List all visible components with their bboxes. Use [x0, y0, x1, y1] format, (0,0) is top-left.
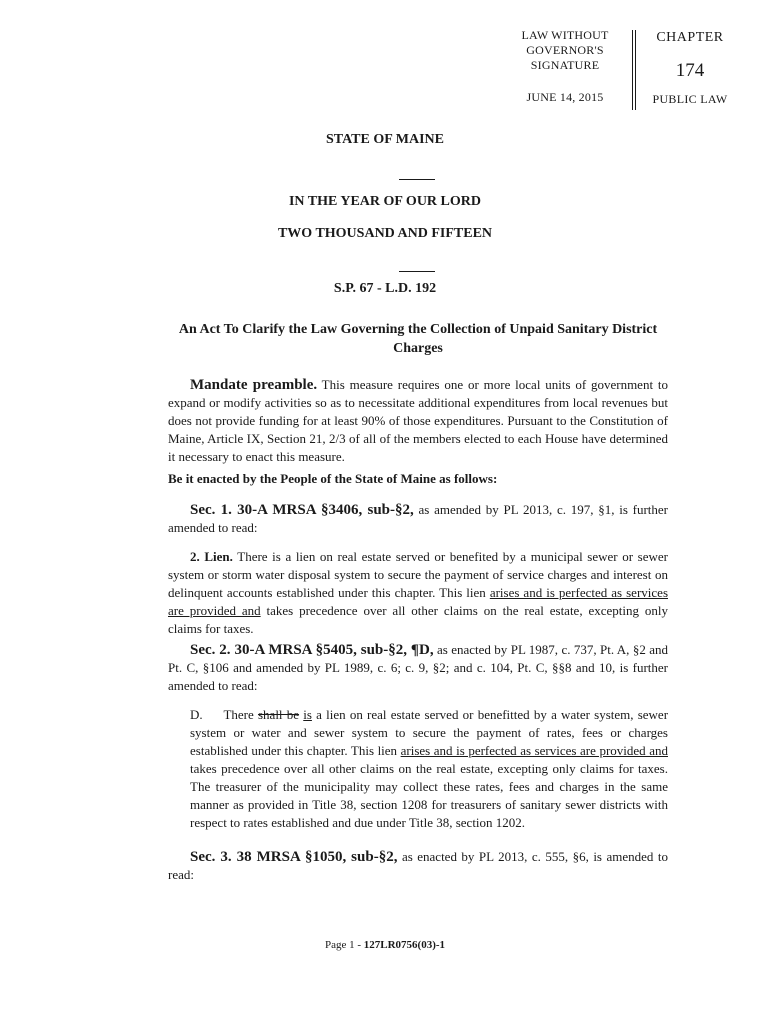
section-3: [168, 848, 668, 884]
chapter-label: CHAPTER: [656, 30, 724, 45]
lien-added-text: arises and is perfected as services are provided and: [168, 585, 668, 618]
year-line-2: TWO THOUSAND AND FIFTEEN: [277, 226, 493, 241]
header-divider-left: [632, 30, 633, 110]
para-d-text-1: There: [202, 707, 258, 722]
law-status-line3: SIGNATURE: [530, 58, 600, 72]
para-d-added-text-2: arises and is perfected as services are provided and: [400, 743, 668, 758]
para-d-label: D.: [190, 707, 203, 722]
document-id: 127LR0756(03)-1: [363, 939, 446, 951]
paragraph-d: [190, 706, 668, 832]
para-d-text-3: takes precedence over all other claims on the real estate, excepting only claims for taxes. The treasurer of the municipality may collect these rates, fees and charges in the same manner as provided in Title 38, section 1208 for treasurers of sanitary sewer districts with respect to rates established and due under Title 38, section 1202.: [190, 761, 668, 830]
para-d-struck-text: shall be: [257, 707, 300, 722]
para-d-text-2: a lien on real estate served or benefitted by a water system, sewer system or water and sewer system to secure the payment of rates, fees or charges established under this chapter. This lien: [190, 707, 669, 758]
preamble-text: This measure requires one or more local units of government to expand or modify activities so as to necessitate additional expenditures from local revenues but does not provide funding for at least 90% of those expenditures. Pursuant to the Constitution of Maine, Article IX, Section 21, 2/3 of all of the members elected to each House have determined it necessary to enact this measure.: [168, 377, 668, 464]
chapter-block: [640, 28, 740, 107]
heading-rule-1: [399, 179, 435, 180]
law-status-line1: LAW WITHOUT: [521, 28, 609, 42]
sec3-label: Sec. 3. 38 MRSA §1050, sub-§2,: [190, 849, 398, 865]
enacting-clause: [168, 470, 668, 488]
header-divider-right: [635, 30, 636, 110]
sec1-text: as amended by PL 2013, c. 197, §1, is further amended to read:: [168, 502, 669, 535]
mandate-preamble: [168, 376, 668, 466]
section-2: [168, 641, 668, 695]
sec1-label: Sec. 1. 30-A MRSA §3406, sub-§2,: [190, 502, 414, 518]
heading-rule-2: [399, 271, 435, 272]
law-status-line2: GOVERNOR'S: [526, 43, 604, 57]
preamble-label: Mandate preamble.: [190, 377, 318, 393]
sec3-text: as enacted by PL 2013, c. 555, §6, is amended to read:: [168, 849, 668, 882]
act-title: An Act To Clarify the Law Governing the Collection of Unpaid Sanitary District Charges: [178, 322, 658, 356]
enactment-date: JUNE 14, 2015: [526, 90, 604, 104]
sec2-label: Sec. 2. 30-A MRSA §5405, sub-§2, ¶D,: [190, 642, 434, 658]
public-law-label: PUBLIC LAW: [652, 92, 728, 106]
chapter-number: 174: [675, 60, 705, 81]
law-status-block: [505, 28, 625, 105]
para-d-added-text-1: is: [303, 707, 312, 722]
lien-text-1: There is a lien on real estate served or benefited by a municipal sewer or sewer system or storm water disposal system to secure the payment of service charges and interest on delinquent accounts established under this chapter. This lien: [168, 549, 668, 600]
lien-label: 2. Lien.: [190, 549, 233, 564]
state-heading: STATE OF MAINE: [326, 132, 444, 147]
bill-number: S.P. 67 - L.D. 192: [333, 281, 437, 296]
section-1: [168, 501, 668, 537]
sec2-text: as enacted by PL 1987, c. 737, Pt. A, §2 and Pt. C, §106 and amended by PL 1989, c. 6; c. 9, §2; and c. 104, Pt. C, §§8 and 10, is further amended to read:: [168, 642, 668, 693]
page-footer: [0, 939, 770, 951]
lien-subsection: [168, 548, 668, 638]
year-line-1: IN THE YEAR OF OUR LORD: [288, 194, 481, 209]
enacting-clause-text: Be it enacted by the People of the State of Maine as follows:: [168, 471, 498, 486]
lien-text-2: takes precedence over all other claims on the real estate, excepting only claims for taxes.: [168, 603, 668, 636]
page-number: Page 1 -: [324, 939, 364, 951]
